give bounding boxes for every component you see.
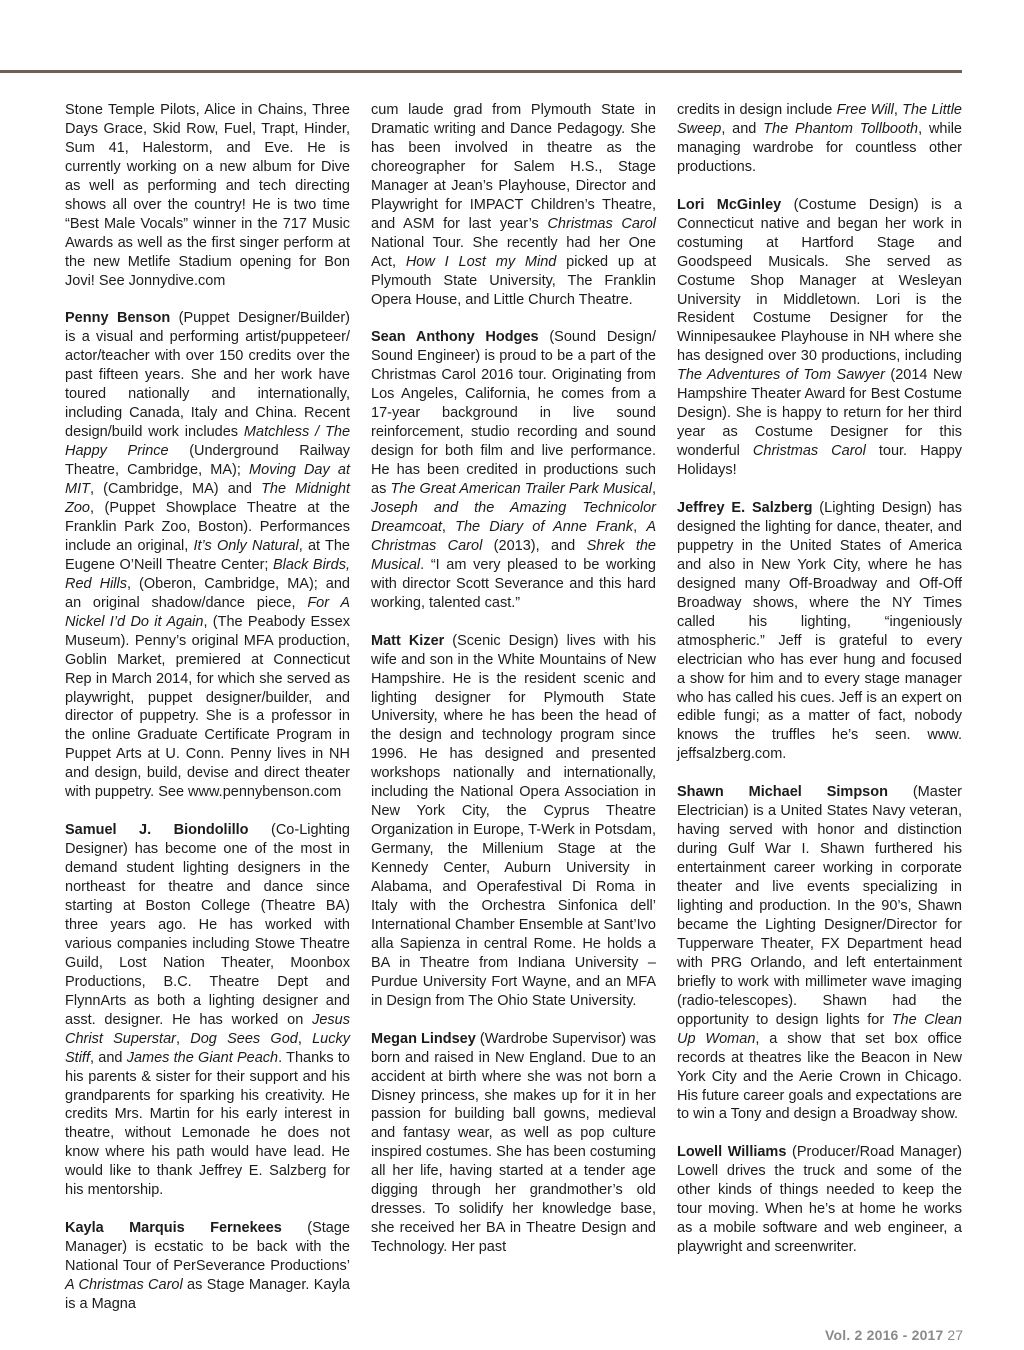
bio-name: Kayla Marquis Fernekees <box>65 1220 282 1237</box>
work-title: How I Lost my Mind <box>405 253 557 270</box>
work-title: A Christmas Carol <box>65 1277 183 1294</box>
bio-paragraph <box>65 1219 350 1314</box>
bio-name: Sean Anthony Hodges <box>371 329 539 346</box>
bio-text: (Puppet Designer/Builder) is a visual and performing artist/puppeteer/ actor/teacher with over 150 credits over the past fifteen years. She and her work have toured nationally and internationally, including Canada, Italy and China. Recent design/build work includes <box>65 310 350 441</box>
work-title: Lucky Stiff <box>65 1030 350 1066</box>
bio-text: , (Oberon, Cambridge, MA); and an original shadow/dance piece, <box>65 575 351 611</box>
work-title: Christmas Carol <box>752 443 866 460</box>
bio-name: Penny Benson <box>65 310 171 327</box>
header-rule <box>0 70 962 73</box>
bio-name: Samuel J. Biondolillo <box>65 822 249 839</box>
work-title: The Clean Up Woman <box>677 1011 962 1047</box>
work-title: The Midnight Zoo <box>65 481 350 516</box>
work-title: Shrek the Musical <box>371 537 656 573</box>
bio-paragraph <box>371 328 656 612</box>
bio-text: National Tour. She recently had her One Act, <box>371 234 656 270</box>
page-footer <box>825 1327 963 1343</box>
bio-paragraph <box>371 101 656 309</box>
work-title: James the Giant Peach <box>126 1049 279 1066</box>
work-title: The Great American Trailer Park Musical <box>390 481 652 498</box>
bio-text: , a show that set box office records at theatres like the Beacon in New York City and the Aerie Crown in Chicago. His future career goals and expectations are to win a Tony and design a Broadway show. <box>677 1030 962 1123</box>
work-title: Jesus Christ Superstar <box>65 1011 350 1047</box>
bio-text: as Stage Manager. Kayla is a Magna <box>65 1277 350 1312</box>
bio-text: , <box>893 102 903 118</box>
page-number: 27 <box>947 1327 963 1343</box>
bio-text: , and <box>721 120 764 137</box>
bio-text: credits in design include <box>677 102 837 118</box>
bio-columns <box>65 101 962 1333</box>
work-title: The Adventures of Tom Sawyer <box>677 367 885 384</box>
bio-text: , <box>441 518 456 535</box>
bio-text: picked up at Plymouth State University, The Franklin Opera House, and Little Church Theatre. <box>371 253 656 308</box>
work-title: The Diary of Anne Frank <box>455 518 634 535</box>
work-title: Joseph and the Amazing Technicolor Dreamcoat <box>371 500 656 535</box>
bio-text: (2014 New Hampshire Theater Award for Best Costume Design). She is happy to return for her third year as Costume Designer for this wonderful <box>677 367 962 460</box>
work-title: A Christmas Carol <box>371 518 656 554</box>
bio-paragraph <box>677 783 962 1124</box>
bio-name: Jeffrey E. Salzberg <box>677 499 813 516</box>
bio-text: tour. Happy Holidays! <box>677 443 963 479</box>
bio-name: Lori McGinley <box>677 196 782 213</box>
bio-paragraph <box>677 196 962 480</box>
bio-text: (Underground Railway Theatre, Cambridge, MA); <box>65 443 351 479</box>
bio-text: (Master Electrician) is a United States Navy veteran, having served with honor and distinction during Gulf War I. Shawn furthered his entertainment career working in corporate theater and live events specializing in lighting and production. In the 90’s, Shawn became the Lighting Designer/Director for Tupperware Theater, FX Department head with PRG Orlando, and left entertainment briefly to work with millimeter wave imaging (radio-telescopes). Shawn had the opportunity to design lights for <box>677 784 962 1028</box>
bio-text: (Producer/Road Manager) Lowell drives the truck and some of the other kinds of things needed to keep the tour moving. When he’s at home he works as a mobile software and web engineer, a playwright and screenwriter. <box>677 1144 962 1256</box>
bio-paragraph <box>677 1143 962 1257</box>
work-title: Christmas Carol <box>547 215 656 232</box>
bio-text: , <box>175 1030 191 1047</box>
work-title: Matchless / The Happy Prince <box>65 424 351 460</box>
bio-text: (Sound Design/ Sound Engineer) is proud to be a part of the Christmas Carol 2016 tour. Originating from Los Angeles, California, he comes from a 17-year background in live sound reinforcement, studio recording and sound design for both film and live performance. He has been credited in productions such as <box>371 329 656 498</box>
bio-paragraph <box>677 499 962 764</box>
bio-text: . Thanks to his parents & sister for their support and his grandparents for sparking his creativity. He credits Mrs. Martin for his early interest in theatre, without Lemonade he does not know where his path would have lead. He would like to thank Jeffrey E. Salzberg for his mentorship. <box>65 1049 350 1199</box>
bio-text: (Scenic Design) lives with his wife and son in the White Mountains of New Hampshire. He is the resident scenic and lighting designer for Plymouth State University, where he has been the head of the design and technology program since 1996. He has designed and presented workshops nationally and internationally, including the National Opera Association in New York City, the Cyprus Theatre Organization in Europe, T-Werk in Potsdam, Germany, the Millenium Stage at the Kennedy Center, Auburn University in Alabama, and Operafestival Di Roma in Italy with the Orchestra Sinfonica dell’ International Chamber Ensemble at Sant’Ivo alla Sapienza in central Rome. He holds a BA in Theatre from Indiana University – Purdue University Fort Wayne, and an MFA in Design from The Ohio State University. <box>371 632 656 1009</box>
column-2 <box>371 101 656 1333</box>
bio-text: , while managing wardrobe for countless other productions. <box>677 120 962 175</box>
work-title: Black Birds, Red Hills <box>65 556 350 592</box>
bio-text: . “I am very pleased to be working with director Scott Severance and this hard working, talented cast.” <box>371 556 656 611</box>
work-title: It’s Only Natural <box>193 537 299 554</box>
bio-text: (2013), and <box>482 537 587 554</box>
volume-label: Vol. 2 2016 - 2017 <box>825 1327 944 1343</box>
bio-text: , (The Peabody Essex Museum). Penny’s original MFA production, Goblin Market, premiered at Connecticut Rep in March 2014, for which she served as playwright, puppet designer/builder, and director of puppetry. She is a professor in the online Graduate Certificate Program in Puppet Arts at U. Conn. Penny lives in NH and design, build, devise and direct theater with puppetry. See www.pennybenson.com <box>65 613 350 801</box>
bio-paragraph <box>371 1030 656 1257</box>
bio-text: , (Puppet Showplace Theatre at the Franklin Park Zoo, Boston). Performances include an original, <box>65 500 350 554</box>
bio-paragraph <box>65 821 350 1200</box>
bio-paragraph <box>371 632 656 1011</box>
work-title: The Little Sweep <box>677 102 962 137</box>
bio-text: , and <box>89 1049 127 1066</box>
bio-paragraph <box>677 101 962 177</box>
bio-name: Lowell Williams <box>677 1144 787 1161</box>
bio-text: Stone Temple Pilots, Alice in Chains, Three Days Grace, Skid Row, Fuel, Trapt, Hinder, Sum 41, Halestorm, and Eve. He is currently working on a new album for Dive as well as performing and tech directing shows all over the country! He is two time “Best Male Vocals” winner in the 717 Music Awards as well as the first singer perform at the new Metlife Stadium opening for Bon Jovi! See Jonnydive.com <box>65 102 350 289</box>
work-title: The Phantom Tollbooth <box>763 120 919 137</box>
work-title: Moving Day at MIT <box>65 462 350 498</box>
bio-paragraph <box>65 101 350 291</box>
bio-name: Shawn Michael Simpson <box>677 784 888 801</box>
bio-text: , (Cambridge, MA) and <box>89 481 262 498</box>
bio-text: cum laude grad from Plymouth State in Dramatic writing and Dance Pedagogy. She has been involved in theatre as the choreographer for Salem H.S., Stage Manager at Jean’s Playhouse, Director and Playwright for IMPACT Children’s Theatre, and ASM for last year’s <box>371 102 656 232</box>
bio-paragraph <box>65 309 350 802</box>
bio-text: (Wardrobe Supervisor) was born and raised in New England. Due to an accident at birth where she was not born a Disney princess, she makes up for it in her passion for building ball gowns, medieval and fantasy wear, as well as pop culture inspired costumes. She has been costuming all her life, having started at a tender age digging through her grandmother’s old dresses. To solidify her knowledge base, she received her BA in Theatre Design and Technology. Her past <box>371 1030 657 1256</box>
bio-text: (Co-Lighting Designer) has become one of the most in demand student lighting designers in the northeast for theatre and dance since starting at Boston College (Theatre BA) three years ago. He has worked with various companies including Stowe Theatre Guild, Lost Nation Theater, Moonbox Productions, B.C. Theatre Dept and FlynnArts as both a lighting designer and asst. designer. He has worked on <box>65 822 350 1028</box>
bio-name: Megan Lindsey <box>371 1030 476 1047</box>
bio-text: (Stage Manager) is ecstatic to be back with the National Tour of PerSeverance Productions’ <box>65 1220 350 1275</box>
bio-text: (Costume Design) is a Connecticut native and began her work in costuming at Hartford Stage and Goodspeed Musicals. She served as Costume Shop Manager at Wesleyan University in Middletown. Lori is the Resident Costume Designer for the Winnipesaukee Playhouse in NH where she has designed over 30 productions, including <box>677 196 962 365</box>
bio-text: (Lighting Design) has designed the lighting for dance, theater, and puppetry in the United States of America and also in New York City, where he has designed many Off-Broadway and Off-Off Broadway shows, where the NY Times called his lighting, “ingeniously atmospheric.” Jeff is grateful to every electrician who has ever hung and focused a show for him and to every stage manager who has called his cues. Jeff is an expert on edible fungi; as a matter of fact, nobody knows the truffles he’s seen. www. jeffsalzberg.com. <box>677 499 962 763</box>
bio-text: , <box>633 518 647 535</box>
work-title: Dog Sees God <box>190 1030 298 1047</box>
bio-text: , at The Eugene O’Neill Theatre Center; <box>65 537 350 573</box>
work-title: Free Will <box>836 102 894 118</box>
bio-text: , <box>651 481 656 498</box>
bio-name: Matt Kizer <box>371 632 445 649</box>
column-3 <box>677 101 962 1333</box>
work-title: For A Nickel I’d Do it Again <box>65 594 350 630</box>
column-1 <box>65 101 350 1333</box>
bio-text: , <box>297 1030 313 1047</box>
